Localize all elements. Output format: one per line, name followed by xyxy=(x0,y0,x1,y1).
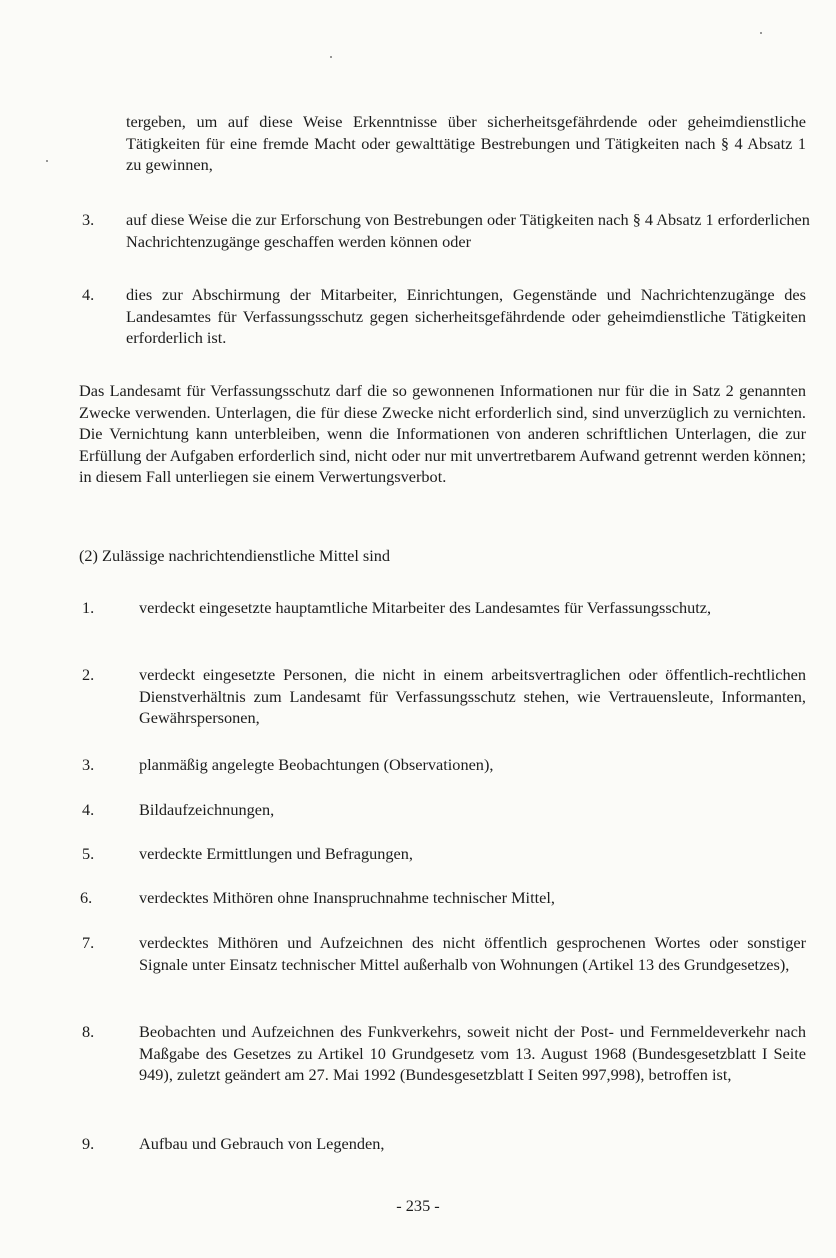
item-number: 7. xyxy=(82,933,95,952)
body-paragraph: Das Landesamt für Verfassungsschutz darf die so gewonnenen Informationen nur für die in Satz 2 genannten Zwecke verwenden. Unterlagen, die für diese Zwecke nicht erforderlich sind, sind unverzüglich zu vernichten. Die Vernichtung kann unterbleiben, wenn die Informationen von anderen schriftlichen Unterlagen, die zur Erfüllung der Aufgaben erforderlich sind, nicht oder nur mit unvertretbarem Aufwand getrennt werden können; in diesem Fall unterliegen sie einem Verwertungsverbot. xyxy=(79,381,806,486)
list-item-text: Beobachten und Aufzeichnen des Funkverkehrs, soweit nicht der Post- und Fernmeldeverkehr nach Maßgabe des Gesetzes zu Artikel 10 Grundgesetz vom 13. August 1968 (Bundesgesetzblatt I Seite 949), zuletzt geändert am 27. Mai 1992 (Bundesgesetzblatt I Seiten 997,998), betroffen ist, xyxy=(139,1022,806,1084)
list-item-text: Bildaufzeichnungen, xyxy=(139,800,275,819)
item-number: 2. xyxy=(82,665,95,684)
section-heading: (2) Zulässige nachrichtendienstliche Mittel sind xyxy=(79,546,391,565)
item-number: 4. xyxy=(82,285,95,304)
page-number: - 235 - xyxy=(396,1196,440,1215)
item-number: 3. xyxy=(82,755,95,774)
list-item-text: verdeckt eingesetzte Personen, die nicht in einem arbeitsvertraglichen oder öffentlich-rechtlichen Dienstverhältnis zum Landesamt für Verfassungsschutz stehen, wie Vertrauensleute, Informanten, Gewährspersonen, xyxy=(139,665,806,727)
list-item-text: verdeckt eingesetzte hauptamtliche Mitarbeiter des Landesamtes für Verfassungsschutz, xyxy=(139,598,712,617)
list-item-text: verdecktes Mithören und Aufzeichnen des nicht öffentlich gesprochenen Wortes oder sonstiger Signale unter Einsatz technischer Mittel außerhalb von Wohnungen (Artikel 13 des Grundgesetzes), xyxy=(139,933,806,974)
item-number: 1. xyxy=(82,598,95,617)
scan-speck xyxy=(330,56,332,58)
item-number: 6. xyxy=(80,888,93,907)
scan-speck xyxy=(46,160,48,162)
list-item-text: verdecktes Mithören ohne Inanspruchnahme technischer Mittel, xyxy=(139,888,555,907)
item-number: 5. xyxy=(82,844,95,863)
list-item-text: planmäßig angelegte Beobachtungen (Observationen), xyxy=(139,755,494,774)
item-number: 3. xyxy=(82,210,95,229)
item-number: 8. xyxy=(82,1022,95,1041)
scan-speck xyxy=(760,32,762,34)
list-item-text: dies zur Abschirmung der Mitarbeiter, Einrichtungen, Gegenstände und Nachrichtenzugänge des Landesamtes für Verfassungsschutz gegen sicherheitsgefährdende oder geheimdienstliche Tätigkeiten erforderlich ist. xyxy=(126,285,806,347)
item-number: 9. xyxy=(82,1134,95,1153)
list-item-text: auf diese Weise die zur Erforschung von Bestrebungen oder Tätigkeiten nach § 4 Absatz 1 erforderlichen Nachrichtenzugänge geschaffen werden können oder xyxy=(126,210,810,251)
list-item-text: verdeckte Ermittlungen und Befragungen, xyxy=(139,844,413,863)
continuation-text: tergeben, um auf diese Weise Erkenntnisse über sicherheitsgefährdende oder geheimdienstliche Tätigkeiten für eine fremde Macht oder gewalttätige Bestrebungen und Tätigkeiten nach § 4 Absatz 1 zu gewinnen, xyxy=(126,112,806,174)
list-item-text: Aufbau und Gebrauch von Legenden, xyxy=(139,1134,385,1153)
item-number: 4. xyxy=(82,800,95,819)
